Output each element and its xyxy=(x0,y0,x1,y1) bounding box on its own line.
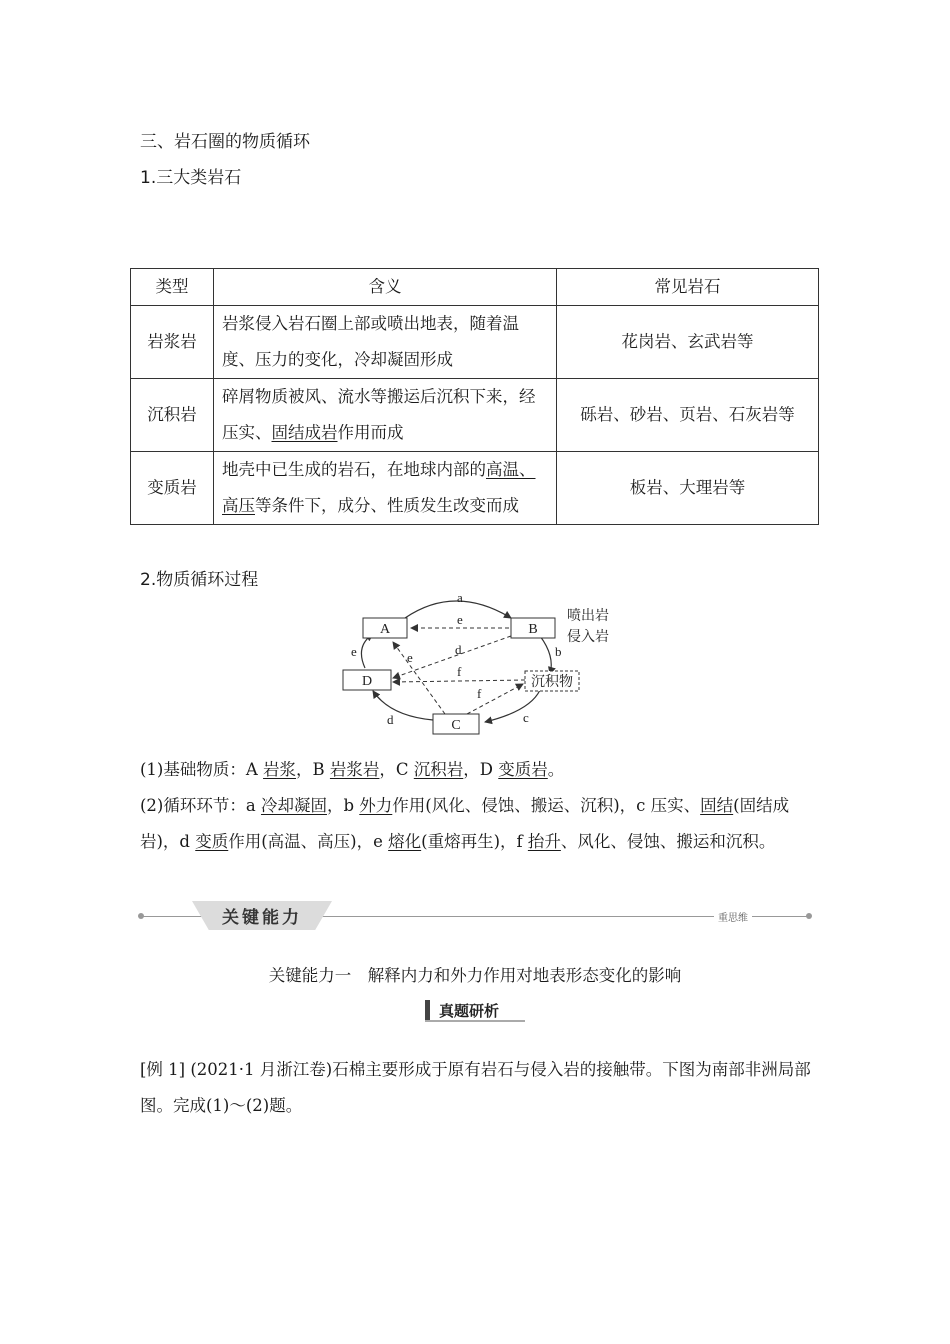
arrow-e-diag xyxy=(393,642,445,714)
cell-examples: 花岗岩、玄武岩等 xyxy=(557,306,819,379)
banner-title: 关键能力 xyxy=(222,908,302,928)
text: 作用(高温、高压)，e xyxy=(228,832,389,851)
answer-D: 变质岩 xyxy=(498,760,548,779)
divider xyxy=(425,1020,525,1022)
header-type: 类型 xyxy=(131,269,214,306)
tag-bar-icon xyxy=(425,1000,430,1020)
text: (1)基础物质：A xyxy=(140,760,264,779)
answer-b: 外力 xyxy=(359,796,393,815)
arrow-b xyxy=(540,636,551,674)
label-C: C xyxy=(451,718,461,733)
subheading-cycle: 2.物质循环过程 xyxy=(140,570,259,590)
letter-d-diag: d xyxy=(455,642,462,657)
example-question: [例 1] (2021·1 月浙江卷)石棉主要形成于原有岩石与侵入岩的接触带。下图为南部非洲局部图。完成(1)～(2)题。 xyxy=(140,1060,811,1115)
rock-cycle-diagram xyxy=(335,586,635,736)
label-A: A xyxy=(379,622,391,637)
paragraph-basic-materials xyxy=(140,752,812,788)
label-extrusive: 喷出岩 xyxy=(567,609,609,624)
cell-meaning xyxy=(214,452,557,525)
bullet-dot-icon xyxy=(806,913,812,919)
letter-b: b xyxy=(555,644,562,659)
section-heading: 三、岩石圈的物质循环 xyxy=(140,132,310,152)
answer-B: 岩浆岩 xyxy=(329,760,380,779)
letter-a: a xyxy=(457,590,463,605)
tag-label: 真题研析 xyxy=(439,1002,500,1020)
cell-type: 沉积岩 xyxy=(131,379,214,452)
cell-type: 变质岩 xyxy=(131,452,214,525)
header-meaning: 含义 xyxy=(214,269,557,306)
text: 作用而成 xyxy=(337,423,404,442)
table-row xyxy=(131,379,819,452)
text: (重熔再生)，f xyxy=(421,832,528,851)
subheading-rock-types: 1.三大类岩石 xyxy=(140,168,242,188)
label-D: D xyxy=(361,674,373,689)
letter-e-top: e xyxy=(457,612,463,627)
letter-e-left: e xyxy=(351,644,357,659)
table-row xyxy=(131,306,819,379)
cell-examples: 砾岩、砂岩、页岩、石灰岩等 xyxy=(557,379,819,452)
bullet-dot-icon xyxy=(138,913,144,919)
arrow-d xyxy=(373,691,433,720)
answer-e: 熔化 xyxy=(388,832,422,851)
underlined-answer: 固结成岩 xyxy=(271,423,338,442)
text: ，B xyxy=(296,760,330,779)
letter-c: c xyxy=(523,710,529,725)
arrow-f-low xyxy=(467,684,523,714)
text: 。 xyxy=(547,760,565,779)
letter-f-low: f xyxy=(477,686,482,701)
text: (固结成岩)，d xyxy=(140,796,790,851)
paragraph-cycle-links xyxy=(140,788,812,860)
table-row xyxy=(131,452,819,525)
answer-c: 固结 xyxy=(700,796,734,815)
rock-types-table xyxy=(130,268,819,525)
label-B: B xyxy=(528,622,538,637)
text: 碎屑物质被风、流水等搬运后沉积下来，经压实、 xyxy=(222,387,536,442)
answer-A: 岩浆 xyxy=(263,760,297,779)
label-intrusive: 侵入岩 xyxy=(567,630,609,645)
real-exam-tag xyxy=(425,998,525,1022)
arrow-c xyxy=(485,690,540,722)
letter-f-mid: f xyxy=(457,664,462,679)
answer-a: 冷却凝固 xyxy=(260,796,327,815)
banner-subtitle: 重思维 xyxy=(714,909,752,924)
table-header-row xyxy=(131,269,819,306)
answer-C: 沉积岩 xyxy=(413,760,464,779)
cell-meaning xyxy=(214,379,557,452)
text: ，C xyxy=(379,760,414,779)
text: 等条件下，成分、性质发生改变而成 xyxy=(255,496,519,515)
text: 地壳中已生成的岩石，在地球内部的 xyxy=(222,460,486,479)
answer-f: 抬升 xyxy=(527,832,561,851)
text: ，b xyxy=(326,796,360,815)
arrow-f-mid xyxy=(393,680,525,682)
cell-meaning: 岩浆侵入岩石圈上部或喷出地表，随着温度、压力的变化，冷却凝固形成 xyxy=(214,306,557,379)
letter-d: d xyxy=(387,712,394,727)
label-sediment: 沉积物 xyxy=(531,675,573,690)
text: (2)循环环节：a xyxy=(140,796,261,815)
letter-e-diag: e xyxy=(407,650,413,665)
key-ability-banner xyxy=(140,900,810,934)
key-ability-title: 关键能力一 解释内力和外力作用对地表形态变化的影响 xyxy=(268,966,682,985)
text: 、风化、侵蚀、搬运和沉积。 xyxy=(560,832,776,851)
arrow-e-left xyxy=(361,634,373,668)
answer-d: 变质 xyxy=(195,832,229,851)
text: ，D xyxy=(463,760,499,779)
header-examples: 常见岩石 xyxy=(557,269,819,306)
text: 作用(风化、侵蚀、搬运、沉积)，c 压实、 xyxy=(392,796,701,815)
cell-type: 岩浆岩 xyxy=(131,306,214,379)
underlined-answer: 高温、高压 xyxy=(222,460,536,515)
cell-examples: 板岩、大理岩等 xyxy=(557,452,819,525)
